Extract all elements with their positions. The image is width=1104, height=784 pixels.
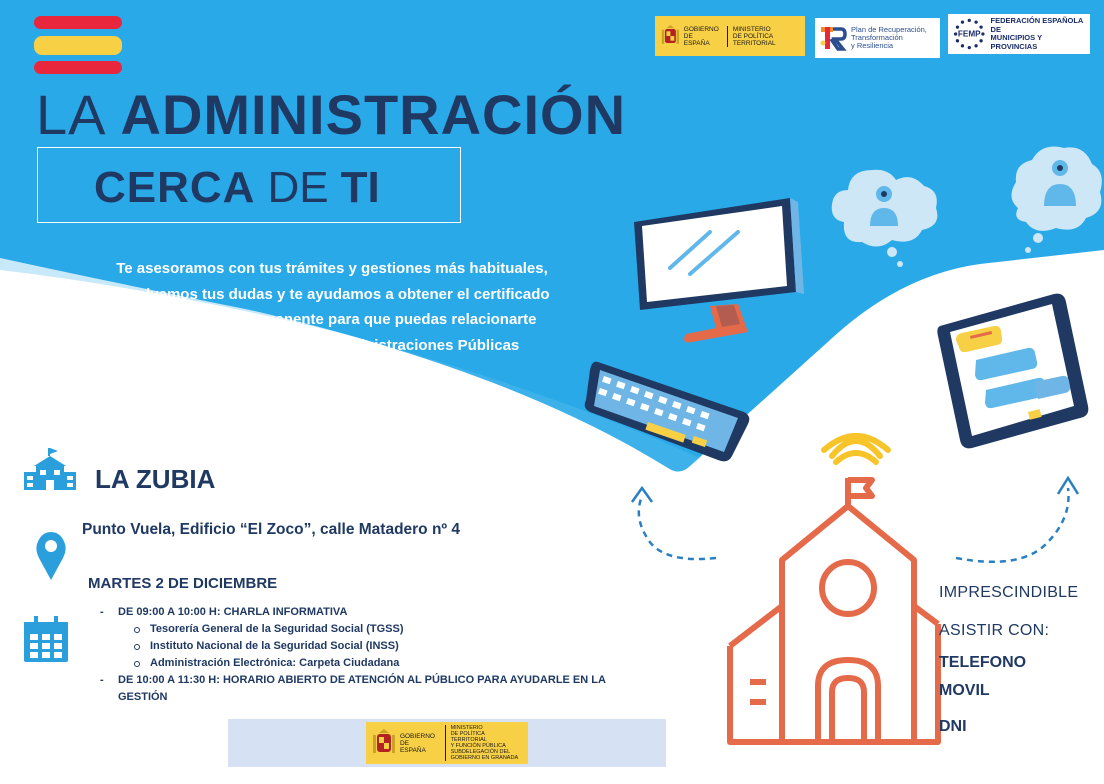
agenda-subitem — [100, 638, 660, 655]
footer-ministry-line3: Y FUNCIÓN PÚBLICA — [450, 743, 506, 749]
computer-monitor-icon — [630, 192, 805, 362]
agenda-subitem-text: Tesorería General de la Seguridad Social (TGSS) — [150, 623, 404, 635]
coat-of-arms-icon — [372, 728, 396, 758]
bullet-dash: - — [100, 606, 104, 618]
school-building-icon — [24, 448, 76, 490]
femp-stars-badge-icon — [952, 15, 987, 53]
agenda-item-text: DE 09:00 A 10:00 H: CHARLA INFORMATIVA — [118, 606, 348, 618]
intro-paragraph — [68, 256, 596, 358]
town-hall-wifi-icon — [720, 420, 945, 760]
agenda-list — [100, 604, 660, 706]
femp-badge-text: FEMP — [957, 29, 981, 39]
footer-gobierno-line2: DE ESPAÑA — [399, 739, 426, 754]
requirements-line-1: IMPRESCINDIBLE — [939, 584, 1079, 601]
address: Punto Vuela, Edificio “El Zoco”, calle Matadero nº 4 — [82, 521, 461, 538]
requirements-item-dni: DNI — [939, 718, 967, 735]
flag-bar-red-bottom — [34, 61, 122, 74]
smartphone-chat-icon — [936, 290, 1092, 452]
prtr-logo — [815, 18, 940, 58]
prtr-line1: Plan de Recuperación, — [851, 25, 927, 34]
calendar-icon — [22, 616, 70, 664]
agenda-subitem — [100, 621, 660, 638]
footer-ministry-line1: MINISTERIO — [450, 725, 483, 731]
flag-bar-red-top — [34, 16, 122, 29]
footer-gobierno-line1: GOBIERNO — [399, 732, 435, 740]
gobierno-espana-logo — [655, 16, 805, 56]
footer-ministry-line5: GOBIERNO EN GRANADA — [450, 755, 519, 761]
flag-bar-yellow — [34, 36, 122, 55]
femp-line1: FEDERACIÓN ESPAÑOLA DE — [990, 16, 1084, 34]
footer-gobierno-logo — [366, 722, 528, 764]
page-subtitle — [94, 163, 380, 213]
place-name: LA ZUBIA — [95, 464, 216, 494]
prtr-line2: Transformación — [851, 33, 903, 42]
coat-of-arms-icon — [661, 21, 680, 51]
subtitle-word-ti: TI — [340, 163, 380, 212]
thought-cloud-user-icon-2 — [1008, 138, 1104, 270]
agenda-item-text: DE 10:00 A 11:30 H: HORARIO ABIERTO DE ATENCIÓN AL PÚBLICO PARA AYUDARLE EN LA — [118, 674, 606, 686]
agenda-item — [100, 672, 660, 689]
bullet-ring-icon — [134, 627, 140, 633]
location-pin-icon — [35, 532, 67, 580]
logo-ministry-line2: DE POLÍTICA TERRITORIAL — [732, 32, 776, 47]
prtr-line3: y Resiliencia — [851, 41, 894, 50]
thought-cloud-user-icon — [826, 160, 946, 270]
requirements-line-2: ASISTIR CON: — [939, 622, 1050, 639]
agenda-subitem-text: Administración Electrónica: Carpeta Ciudadana — [150, 657, 400, 669]
dashed-arrow-icon-2 — [950, 474, 1090, 574]
femp-line2: MUNICIPIOS Y PROVINCIAS — [990, 33, 1042, 51]
event-date: MARTES 2 DE DICIEMBRE — [88, 575, 278, 592]
title-light-word: LA — [36, 83, 107, 146]
page-title — [36, 82, 626, 147]
footer-ministry-line2: DE POLÍTICA TERRITORIAL — [450, 731, 487, 743]
femp-logo — [948, 14, 1090, 54]
agenda-subitem-text: Instituto Nacional de la Seguridad Social (INSS) — [150, 640, 399, 652]
dashed-arrow-icon — [620, 486, 720, 566]
footer-ministry-line4: SUBDELEGACIÓN DEL — [450, 749, 511, 755]
subtitle-word-de: DE — [267, 163, 329, 212]
title-bold-word: ADMINISTRACIÓN — [120, 83, 627, 146]
logo-gobierno-line2: DE ESPAÑA — [683, 32, 710, 47]
subtitle-word-cerca: CERCA — [94, 163, 256, 212]
bullet-ring-icon — [134, 661, 140, 667]
requirements-item-phone: TELEFONO — [939, 654, 1027, 671]
intro-line-1: Te asesoramos con tus trámites y gestiones más habituales, — [116, 260, 548, 277]
prtr-emblem-icon — [819, 23, 847, 53]
bullet-dash: - — [100, 674, 104, 686]
agenda-subitem — [100, 655, 660, 672]
agenda-item-continuation: GESTIÓN — [118, 691, 168, 703]
intro-line-4: electrónicamente con las Administraciones Públicas — [144, 336, 520, 354]
agenda-item — [100, 604, 660, 621]
logo-ministry-line1: MINISTERIO — [732, 25, 771, 33]
bullet-ring-icon — [134, 644, 140, 650]
intro-line-2: resolvemos tus dudas y te ayudamos a obtener el certificado — [114, 285, 550, 303]
requirements-item-phone-2: MOVIL — [939, 682, 990, 699]
logo-gobierno-line1: GOBIERNO — [683, 25, 719, 33]
intro-line-3: digital y Cl@ve permanente para que puedas relacionarte — [127, 311, 537, 328]
